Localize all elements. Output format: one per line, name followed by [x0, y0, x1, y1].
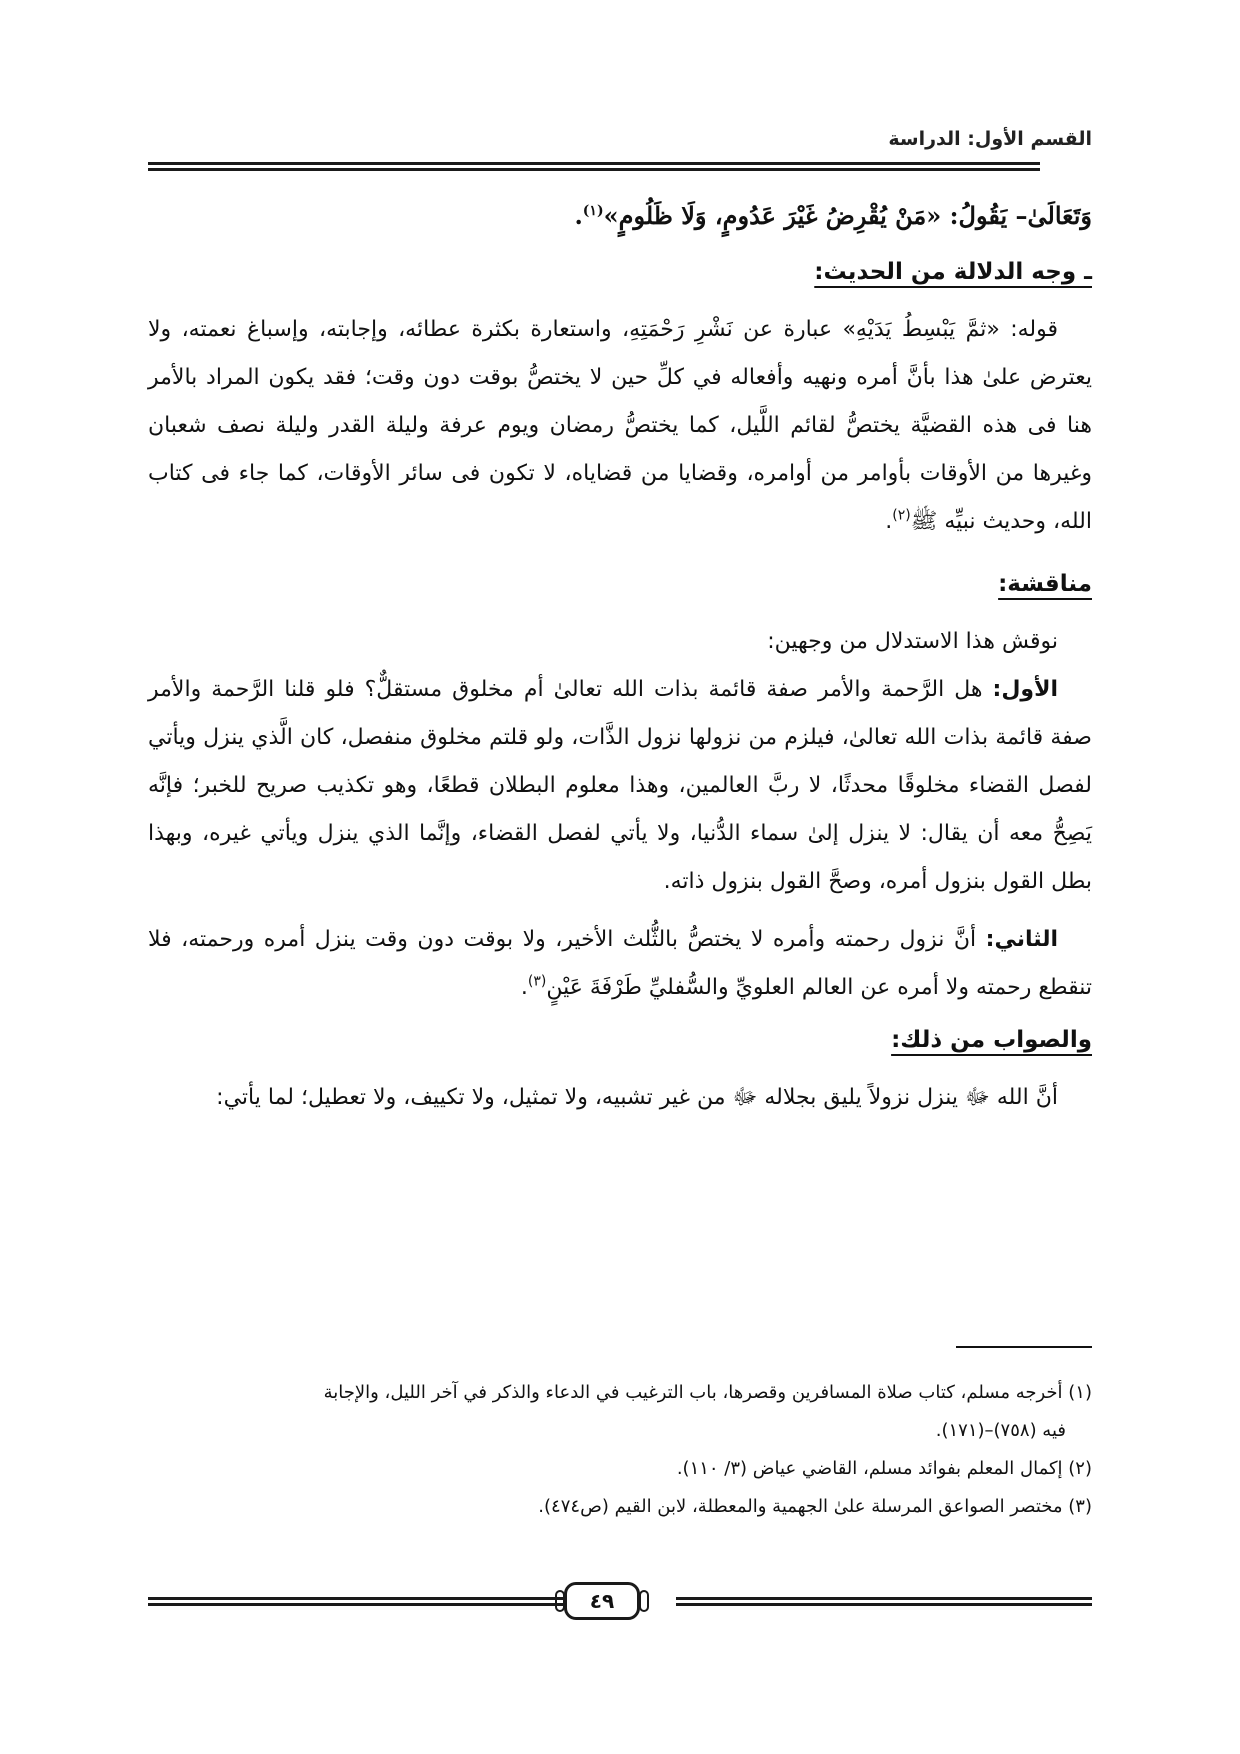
first-objection-text: هل الرَّحمة والأمر صفة قائمة بذات الله تعالىٰ أم مخلوق مستقلٌّ؟ فلو قلنا الرَّحمة والأمر صفة قائمة بذات الله تعالىٰ، فيلزم من نزولها نزول الذَّات، ولو قلتم مخلوق منفصل، كان الَّذي ينزل ويأتي لفصل القضاء مخلوقًا محدثًا، لا ربَّ العالمين، وهذا معلوم البطلان قطعًا، وهو تكذيب صريح للخبر؛ فإنَّه يَصِحُّ معه أن يقال: لا ينزل إلىٰ سماء الدُّنيا، ولا يأتي لفصل القضاء، وإنَّما الذي ينزل ويأتي غيره، وبهذا بطل القول بنزول أمره، وصحَّ القول بنزول ذاته. [148, 677, 1092, 894]
page-number: ٤٩ [564, 1582, 640, 1620]
paragraph-second-objection [148, 916, 1092, 1012]
footnote-3: (٣) مختصر الصواعق المرسلة علىٰ الجهمية والمعطلة، لابن القيم (ص٤٧٤). [538, 1496, 1092, 1517]
hadith-quote-end: . [574, 201, 583, 230]
footnotes [148, 1374, 1092, 1526]
first-objection-label: الأول: [992, 677, 1058, 702]
paragraph-evidence-end: . [885, 509, 893, 534]
footnote-ref-1[interactable]: (١) [582, 203, 604, 219]
hadith-quote-text: وَتَعَالَىٰ– يَقُولُ: «مَنْ يُقْرِضُ غَيْرَ عَدُومٍ، وَلَا ظَلُومٍ» [603, 201, 1092, 230]
footnote-ref-2[interactable]: (٢) [892, 507, 911, 524]
section-heading-discussion: مناقشة: [998, 571, 1092, 597]
second-objection-text: أنَّ نزول رحمته وأمره لا يختصُّ بالثُّلث الأخير، ولا بوقت دون وقت ينزل أمره ورحمته، فلا تنقطع رحمته ولا أمره عن العالم العلويِّ والسُّفليِّ طَرْفَةَ عَيْنٍ [148, 927, 1092, 1000]
running-header-title: القسم الأول: الدراسة [888, 128, 1092, 150]
footnote-ref-3[interactable]: (٣) [527, 973, 547, 990]
second-objection-end: . [520, 975, 528, 1000]
paragraph-evidence [148, 306, 1092, 546]
footnote-separator [956, 1346, 1092, 1348]
section-heading-evidence: ـ وجه الدلالة من الحديث: [814, 259, 1092, 285]
footnote-1-continued: فيه (٧٥٨)–(١٧١). [935, 1420, 1066, 1441]
hadith-quote-line [148, 192, 1092, 240]
main-text [148, 192, 1092, 1122]
paragraph-first-objection [148, 666, 1092, 906]
section-heading-correct-view: والصواب من ذلك: [891, 1027, 1092, 1053]
footer-rule-right [676, 1597, 1092, 1606]
footnote-2: (٢) إكمال المعلم بفوائد مسلم، القاضي عياض (٣/ ١١٠). [676, 1458, 1092, 1479]
paragraph-discussion-intro: نوقش هذا الاستدلال من وجهين: [767, 629, 1058, 654]
footnote-1: (١) أخرجه مسلم، كتاب صلاة المسافرين وقصرها، باب الترغيب في الدعاء والذكر في آخر الليل، والإجابة [323, 1382, 1092, 1403]
second-objection-label: الثاني: [985, 927, 1058, 952]
footer-rule-left [148, 1597, 564, 1606]
paragraph-evidence-text: قوله: «ثمَّ يَبْسِطُ يَدَيْهِ» عبارة عن نَشْرِ رَحْمَتِهِ، واستعارة بكثرة عطائه، وإجابته، وإسباغ نعمته، ولا يعترض علىٰ هذا بأنَّ أمره ونهيه وأفعاله في كلِّ حين لا يختصُّ بوقت دون وقت؛ فقد يكون المراد بالأمر هنا فى هذه القضيَّة يختصُّ لقائم اللَّيل، كما يختصُّ رمضان ويوم عرفة وليلة القدر وليلة نصف شعبان وغيرها من الأوقات بأوامر من أوامره، وقضايا من قضاياه، لا تكون فى سائر الأوقات، كما جاء فى كتاب الله، وحديث نبيِّه ﷺ [148, 317, 1092, 534]
paragraph-correct-view: أنَّ الله ﷻ ينزل نزولاً يليق بجلاله ﷻ من غير تشبيه، ولا تمثيل، ولا تكييف، ولا تعطيل؛ لما يأتي: [216, 1085, 1058, 1110]
header-double-rule [148, 162, 1040, 171]
